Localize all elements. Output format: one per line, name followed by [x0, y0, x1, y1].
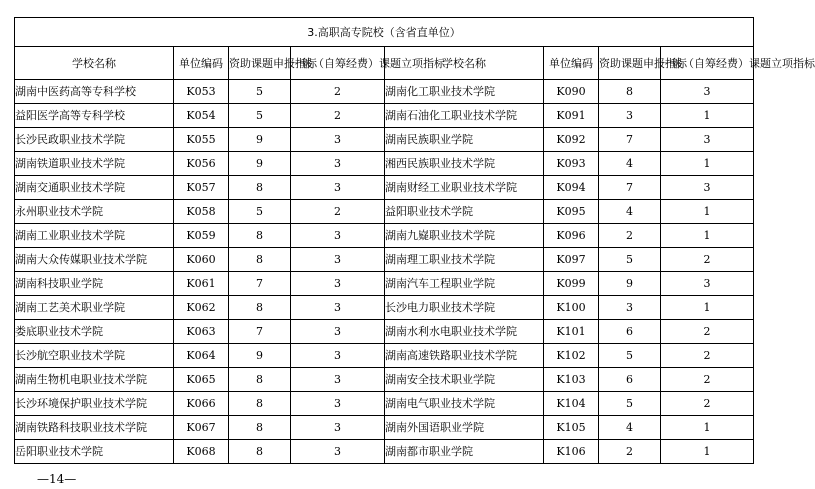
general-quota-cell: 1 [661, 440, 754, 464]
school-name-cell: 湖南财经工业职业技术学院 [385, 176, 544, 200]
header-unit-code: 单位编码 [544, 47, 599, 80]
unit-code-cell: K063 [174, 320, 229, 344]
quota-table [14, 17, 815, 464]
unit-code-cell: K101 [544, 320, 599, 344]
table-row [15, 320, 754, 344]
unit-code-cell: K068 [174, 440, 229, 464]
school-name-cell: 湖南科技职业学院 [15, 272, 174, 296]
unit-code-cell: K091 [544, 104, 599, 128]
unit-code-cell: K106 [544, 440, 599, 464]
page-number: —14— [37, 472, 77, 486]
funded-quota-cell: 7 [599, 128, 661, 152]
funded-quota-cell: 5 [599, 248, 661, 272]
unit-code-cell: K058 [174, 200, 229, 224]
funded-quota-cell: 6 [599, 368, 661, 392]
unit-code-cell: K054 [174, 104, 229, 128]
general-quota-cell: 2 [661, 344, 754, 368]
funded-quota-cell: 6 [599, 320, 661, 344]
school-name-cell: 湖南大众传媒职业技术学院 [15, 248, 174, 272]
school-name-cell: 湖南铁路科技职业技术学院 [15, 416, 174, 440]
school-name-cell: 湖南外国语职业学院 [385, 416, 544, 440]
unit-code-cell: K066 [174, 392, 229, 416]
school-name-cell: 湖南工艺美术职业学院 [15, 296, 174, 320]
unit-code-cell: K060 [174, 248, 229, 272]
table-row [15, 272, 754, 296]
school-name-cell: 湖南中医药高等专科学校 [15, 80, 174, 104]
table-row [15, 224, 754, 248]
table-row [15, 416, 754, 440]
funded-quota-cell: 3 [599, 296, 661, 320]
header-unit-code: 单位编码 [174, 47, 229, 80]
general-quota-cell: 3 [291, 272, 385, 296]
general-quota-cell: 1 [661, 152, 754, 176]
general-quota-cell: 1 [661, 104, 754, 128]
school-name-cell: 岳阳职业技术学院 [15, 440, 174, 464]
school-name-cell: 湖南化工职业技术学院 [385, 80, 544, 104]
funded-quota-cell: 8 [229, 368, 291, 392]
general-quota-cell: 3 [291, 248, 385, 272]
general-quota-cell: 2 [291, 80, 385, 104]
funded-quota-cell: 8 [229, 224, 291, 248]
header-funded-quota: 资助课题申报指标 [229, 47, 291, 80]
unit-code-cell: K062 [174, 296, 229, 320]
funded-quota-cell: 7 [229, 272, 291, 296]
table-row [15, 248, 754, 272]
school-name-cell: 永州职业技术学院 [15, 200, 174, 224]
general-quota-cell: 2 [291, 104, 385, 128]
unit-code-cell: K057 [174, 176, 229, 200]
school-name-cell: 长沙电力职业技术学院 [385, 296, 544, 320]
school-name-cell: 湖南都市职业学院 [385, 440, 544, 464]
funded-quota-cell: 8 [229, 176, 291, 200]
table-row [15, 176, 754, 200]
funded-quota-cell: 2 [599, 224, 661, 248]
school-name-cell: 益阳医学高等专科学校 [15, 104, 174, 128]
funded-quota-cell: 5 [229, 104, 291, 128]
unit-code-cell: K053 [174, 80, 229, 104]
funded-quota-cell: 5 [599, 392, 661, 416]
general-quota-cell: 1 [661, 296, 754, 320]
header-row [15, 47, 754, 80]
unit-code-cell: K104 [544, 392, 599, 416]
general-quota-cell: 3 [661, 176, 754, 200]
table-row [15, 200, 754, 224]
funded-quota-cell: 4 [599, 416, 661, 440]
school-name-cell: 湖南高速铁路职业技术学院 [385, 344, 544, 368]
table-row [15, 152, 754, 176]
unit-code-cell: K094 [544, 176, 599, 200]
unit-code-cell: K055 [174, 128, 229, 152]
general-quota-cell: 3 [291, 320, 385, 344]
school-name-cell: 益阳职业技术学院 [385, 200, 544, 224]
general-quota-cell: 1 [661, 200, 754, 224]
unit-code-cell: K065 [174, 368, 229, 392]
general-quota-cell: 3 [291, 344, 385, 368]
funded-quota-cell: 8 [599, 80, 661, 104]
general-quota-cell: 3 [291, 416, 385, 440]
unit-code-cell: K103 [544, 368, 599, 392]
header-general-quota: 一般（自筹经费）课题立项指标 [291, 47, 385, 80]
school-name-cell: 湖南工业职业技术学院 [15, 224, 174, 248]
school-name-cell: 娄底职业技术学院 [15, 320, 174, 344]
funded-quota-cell: 2 [599, 440, 661, 464]
funded-quota-cell: 5 [229, 200, 291, 224]
funded-quota-cell: 7 [229, 320, 291, 344]
table-row [15, 344, 754, 368]
unit-code-cell: K067 [174, 416, 229, 440]
school-name-cell: 湖南电气职业技术学院 [385, 392, 544, 416]
general-quota-cell: 2 [661, 248, 754, 272]
unit-code-cell: K064 [174, 344, 229, 368]
general-quota-cell: 2 [661, 320, 754, 344]
funded-quota-cell: 8 [229, 296, 291, 320]
general-quota-cell: 3 [661, 272, 754, 296]
funded-quota-cell: 9 [599, 272, 661, 296]
general-quota-cell: 3 [661, 128, 754, 152]
school-name-cell: 长沙民政职业技术学院 [15, 128, 174, 152]
unit-code-cell: K061 [174, 272, 229, 296]
general-quota-cell: 3 [661, 80, 754, 104]
funded-quota-cell: 3 [599, 104, 661, 128]
general-quota-cell: 3 [291, 128, 385, 152]
general-quota-cell: 2 [291, 200, 385, 224]
funded-quota-cell: 9 [229, 344, 291, 368]
school-name-cell: 湖南水利水电职业技术学院 [385, 320, 544, 344]
school-name-cell: 长沙环境保护职业技术学院 [15, 392, 174, 416]
school-name-cell: 湖南安全技术职业学院 [385, 368, 544, 392]
unit-code-cell: K059 [174, 224, 229, 248]
general-quota-cell: 3 [291, 368, 385, 392]
school-name-cell: 湖南交通职业技术学院 [15, 176, 174, 200]
general-quota-cell: 3 [291, 176, 385, 200]
funded-quota-cell: 4 [599, 152, 661, 176]
school-name-cell: 长沙航空职业技术学院 [15, 344, 174, 368]
general-quota-cell: 3 [291, 224, 385, 248]
table-row [15, 296, 754, 320]
funded-quota-cell: 8 [229, 440, 291, 464]
unit-code-cell: K056 [174, 152, 229, 176]
school-name-cell: 湖南铁道职业技术学院 [15, 152, 174, 176]
table-row [15, 392, 754, 416]
table-title: 3.高职高专院校（含省直单位） [15, 18, 754, 47]
unit-code-cell: K105 [544, 416, 599, 440]
general-quota-cell: 1 [661, 224, 754, 248]
unit-code-cell: K093 [544, 152, 599, 176]
unit-code-cell: K100 [544, 296, 599, 320]
funded-quota-cell: 5 [229, 80, 291, 104]
unit-code-cell: K090 [544, 80, 599, 104]
table-row [15, 104, 754, 128]
school-name-cell: 湖南汽车工程职业学院 [385, 272, 544, 296]
school-name-cell: 湖南理工职业技术学院 [385, 248, 544, 272]
unit-code-cell: K102 [544, 344, 599, 368]
table-row [15, 128, 754, 152]
funded-quota-cell: 9 [229, 152, 291, 176]
general-quota-cell: 3 [291, 152, 385, 176]
funded-quota-cell: 4 [599, 200, 661, 224]
unit-code-cell: K099 [544, 272, 599, 296]
unit-code-cell: K097 [544, 248, 599, 272]
school-name-cell: 湖南民族职业学院 [385, 128, 544, 152]
table-row [15, 80, 754, 104]
funded-quota-cell: 8 [229, 416, 291, 440]
unit-code-cell: K095 [544, 200, 599, 224]
general-quota-cell: 3 [291, 392, 385, 416]
school-name-cell: 湖南石油化工职业技术学院 [385, 104, 544, 128]
table-body [15, 80, 754, 464]
funded-quota-cell: 8 [229, 248, 291, 272]
general-quota-cell: 3 [291, 296, 385, 320]
header-funded-quota: 资助课题申报指标 [599, 47, 661, 80]
header-school-name: 学校名称 [15, 47, 174, 80]
funded-quota-cell: 7 [599, 176, 661, 200]
table-row [15, 440, 754, 464]
funded-quota-cell: 5 [599, 344, 661, 368]
school-name-cell: 湖南生物机电职业技术学院 [15, 368, 174, 392]
funded-quota-cell: 8 [229, 392, 291, 416]
school-name-cell: 湖南九嶷职业技术学院 [385, 224, 544, 248]
general-quota-cell: 2 [661, 392, 754, 416]
unit-code-cell: K096 [544, 224, 599, 248]
general-quota-cell: 1 [661, 416, 754, 440]
header-general-quota: 一般（自筹经费）课题立项指标 [661, 47, 754, 80]
header-school-name: 学校名称 [385, 47, 544, 80]
funded-quota-cell: 9 [229, 128, 291, 152]
unit-code-cell: K092 [544, 128, 599, 152]
general-quota-cell: 3 [291, 440, 385, 464]
school-name-cell: 湘西民族职业技术学院 [385, 152, 544, 176]
table-row [15, 368, 754, 392]
general-quota-cell: 2 [661, 368, 754, 392]
